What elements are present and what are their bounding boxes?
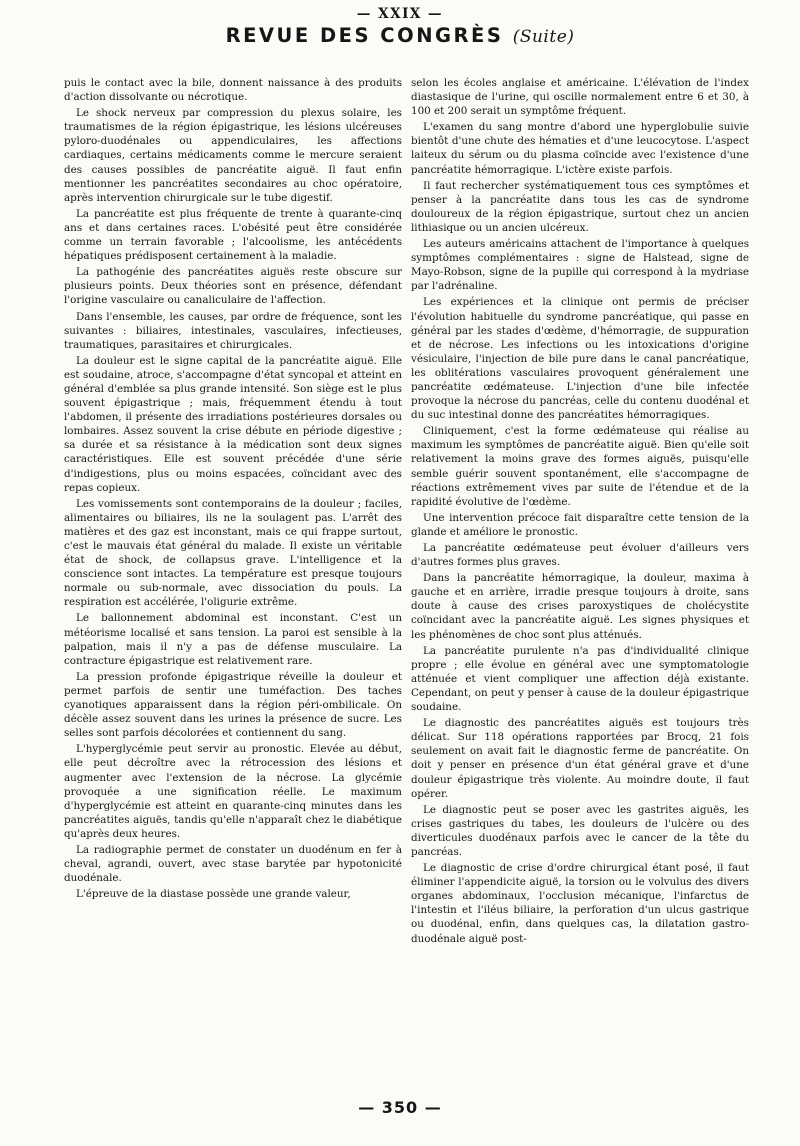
page-header <box>0 6 800 47</box>
page-number: — 350 — <box>358 1098 442 1117</box>
paragraph: Le shock nerveux par compression du plexus solaire, les traumatismes de la région épigastrique, les lésions ulcéreuses pyloro-duodénales ou appendiculaires, les affections cardiaques, certains médicaments comme le mercure seraient des causes possibles de pancréatite aiguë. Il faut enfin mentionner les pancréatites secondaires au choc opératoire, après intervention chirurgicale sur le tube digestif. <box>64 107 402 204</box>
paragraph: L'épreuve de la diastase possède une grande valeur, <box>76 888 351 901</box>
paragraph: Les vomissements sont contemporains de la douleur ; faciles, alimentaires ou biliaires, ils ne la soulagent pas. L'arrêt des matières et des gaz est inconstant, mais ce qui frappe surtout, c'est le mauvais état général du malade. Il existe un véritable état de shock, de collapsus grave. L'intelligence et la conscience sont intactes. La température est presque toujours normale ou sub-normale, avec dissociation du pouls. La respiration est accélérée, l'oligurie extrême. <box>64 497 402 609</box>
right-column <box>411 76 749 948</box>
paragraph: La pancréatite purulente n'a pas d'individualité clinique propre ; elle évolue en général avec une symptomatologie atténuée et vient compliquer une affection déjà existante. Cependant, on peut y penser à cause de la douleur épigastrique soudaine. <box>411 644 749 714</box>
left-column <box>64 76 402 903</box>
paragraph: L'examen du sang montre d'abord une hyperglobulie suivie bientôt d'une chute des hématies et d'une leucocytose. L'aspect laiteux du sérum ou du plasma coïncide avec l'existence d'une pancréatite hémorragique. L'ictère existe parfois. <box>411 121 749 176</box>
paragraph: Le diagnostic peut se poser avec les gastrites aiguës, les crises gastriques du tabes, les douleurs de l'ulcère ou des diverticules duodénaux parfois avec le cancer de la tête du pancréas. <box>411 803 749 858</box>
paragraph: Le ballonnement abdominal est inconstant. C'est un météorisme localisé et sans tension. La paroi est sensible à la palpation, mais il n'y a pas de défense musculaire. La contracture épigastrique est relativement rare. <box>64 612 402 667</box>
paragraph: Il faut rechercher systématiquement tous ces symptômes et penser à la pancréatite dans tous les cas de syndrome douloureux de la région épigastrique, surtout chez un ancien lithiasique ou un ancien ulcéreux. <box>411 179 749 234</box>
paragraph: Dans l'ensemble, les causes, par ordre de fréquence, sont les suivantes : biliaires, intestinales, vasculaires, infectieuses, traumatiques, parasitaires et chirurgicales. <box>64 310 402 351</box>
paragraph: Dans la pancréatite hémorragique, la douleur, maxima à gauche et en arrière, irradie presque toujours à droite, sans doute à cause des crises paroxystiques de cholécystite coïncidant avec la pancréatite aiguë. Les signes physiques et les phénomènes de choc sont plus atténués. <box>411 572 749 641</box>
paragraph: Les expériences et la clinique ont permis de préciser l'évolution habituelle du syndrome pancréatique, qui passe en général par les stades d'œdème, d'hémorragie, de suppuration et de nécrose. Les infections ou les intoxications d'origine vésiculaire, l'injection de bile pure dans le canal pancréatique, les oblitérations vasculaires provoquent généralement une pancréatite œdémateuse. L'injection d'une bile infectée provoque la nécrose du pancréas, celle du contenu duodénal et du suc intestinal donne des pancréatites hémorragiques. <box>411 296 749 422</box>
paragraph: selon les écoles anglaise et américaine. L'élévation de l'index diastasique de l'urine, qui oscille normalement entre 6 et 30, à 100 et 200 serait un symptôme fréquent. <box>411 77 749 118</box>
page-title <box>0 24 800 47</box>
paragraph: La douleur est le signe capital de la pancréatite aiguë. Elle est soudaine, atroce, s'accompagne d'état syncopal et atteint en général d'emblée sa plus grande intensité. Son siège est le plus souvent épigastrique ; mais, fréquemment étendu à tout l'abdomen, il présente des irradiations postérieures dorsales ou lombaires. Assez souvent la crise débute en période digestive ; sa durée et sa résistance à la médication sont deux signes caractéristiques. Elle est souvent précédée d'une série d'indigestions, plus ou moins espacées, coïncidant avec des repas copieux. <box>64 354 402 494</box>
paragraph: L'hyperglycémie peut servir au pronostic. Elevée au début, elle peut décroître avec la rétrocession des lésions et augmenter avec l'extension de la nécrose. La glycémie provoquée a une signification réelle. Le maximum d'hyperglycémie est atteint en quarante-cinq minutes dans les pancréatites aiguës, tandis qu'elle n'apparaît chez le diabétique qu'après deux heures. <box>64 743 402 840</box>
paragraph: La radiographie permet de constater un duodénum en fer à cheval, agrandi, ouvert, avec stase barytée par hypotonicité duodénale. <box>64 843 402 885</box>
paragraph: La pression profonde épigastrique réveille la douleur et permet parfois de sentir une tuméfaction. Des taches cyanotiques apparaissent dans la région péri-ombilicale. On décèle assez souvent dans les urines la présence de sucre. Les selles sont parfois décolorées et contiennent du sang. <box>64 670 402 740</box>
paragraph: Le diagnostic de crise d'ordre chirurgical étant posé, il faut éliminer l'appendicite aiguë, la torsion ou le volvulus des divers organes abdominaux, l'occlusion mécanique, l'infarctus de l'intestin et l'iléus biliaire, la perforation d'un ulcus gastrique ou duodénal, enfin, dans quelques cas, la dilatation gastro-duodénale aiguë post- <box>411 862 749 945</box>
title-suite: (Suite) <box>512 27 575 47</box>
paragraph: La pancréatite est plus fréquente de trente à quarante-cinq ans et dans certaines races. L'obésité peut être considérée comme un terrain favorable ; l'alcoolisme, les antécédents hépatiques prédisposent certainement à la maladie. <box>64 207 402 263</box>
paragraph: Cliniquement, c'est la forme œdémateuse qui réalise au maximum les symptômes de pancréatite aiguë. Bien qu'elle soit relativement la moins grave des formes aiguës, puisqu'elle semble guérir souvent spontanément, elle s'accompagne de réactions extrêmement vives par suite de l'étendue et de la rapidité évolutive de l'œdème. <box>411 425 749 508</box>
paragraph: La pancréatite œdémateuse peut évoluer d'ailleurs vers d'autres formes plus graves. <box>411 542 749 569</box>
paragraph: Les auteurs américains attachent de l'importance à quelques symptômes complémentaires : signe de Halstead, signe de Mayo-Robson, signe de la pupille qui correspond à la mydriase par l'adrénaline. <box>411 238 749 293</box>
paragraph: La pathogénie des pancréatites aiguës reste obscure sur plusieurs points. Deux théories sont en présence, défendant l'origine vasculaire ou canaliculaire de l'affection. <box>64 266 402 307</box>
paragraph: Une intervention précoce fait disparaître cette tension de la glande et améliore le pronostic. <box>411 511 749 538</box>
paragraph: puis le contact avec la bile, donnent naissance à des produits d'action dissolvante ou nécrotique. <box>64 77 402 104</box>
paragraph: Le diagnostic des pancréatites aiguës est toujours très délicat. Sur 118 opérations rapportées par Brocq, 21 fois seulement on avait fait le diagnostic ferme de pancréatite. On doit y penser en présence d'un état général grave et d'une douleur épigastrique très violente. Au moindre doute, il faut opérer. <box>411 717 749 800</box>
title-text: REVUE DES CONGRÈS <box>225 24 504 47</box>
section-numeral: — XXIX — <box>356 6 444 22</box>
